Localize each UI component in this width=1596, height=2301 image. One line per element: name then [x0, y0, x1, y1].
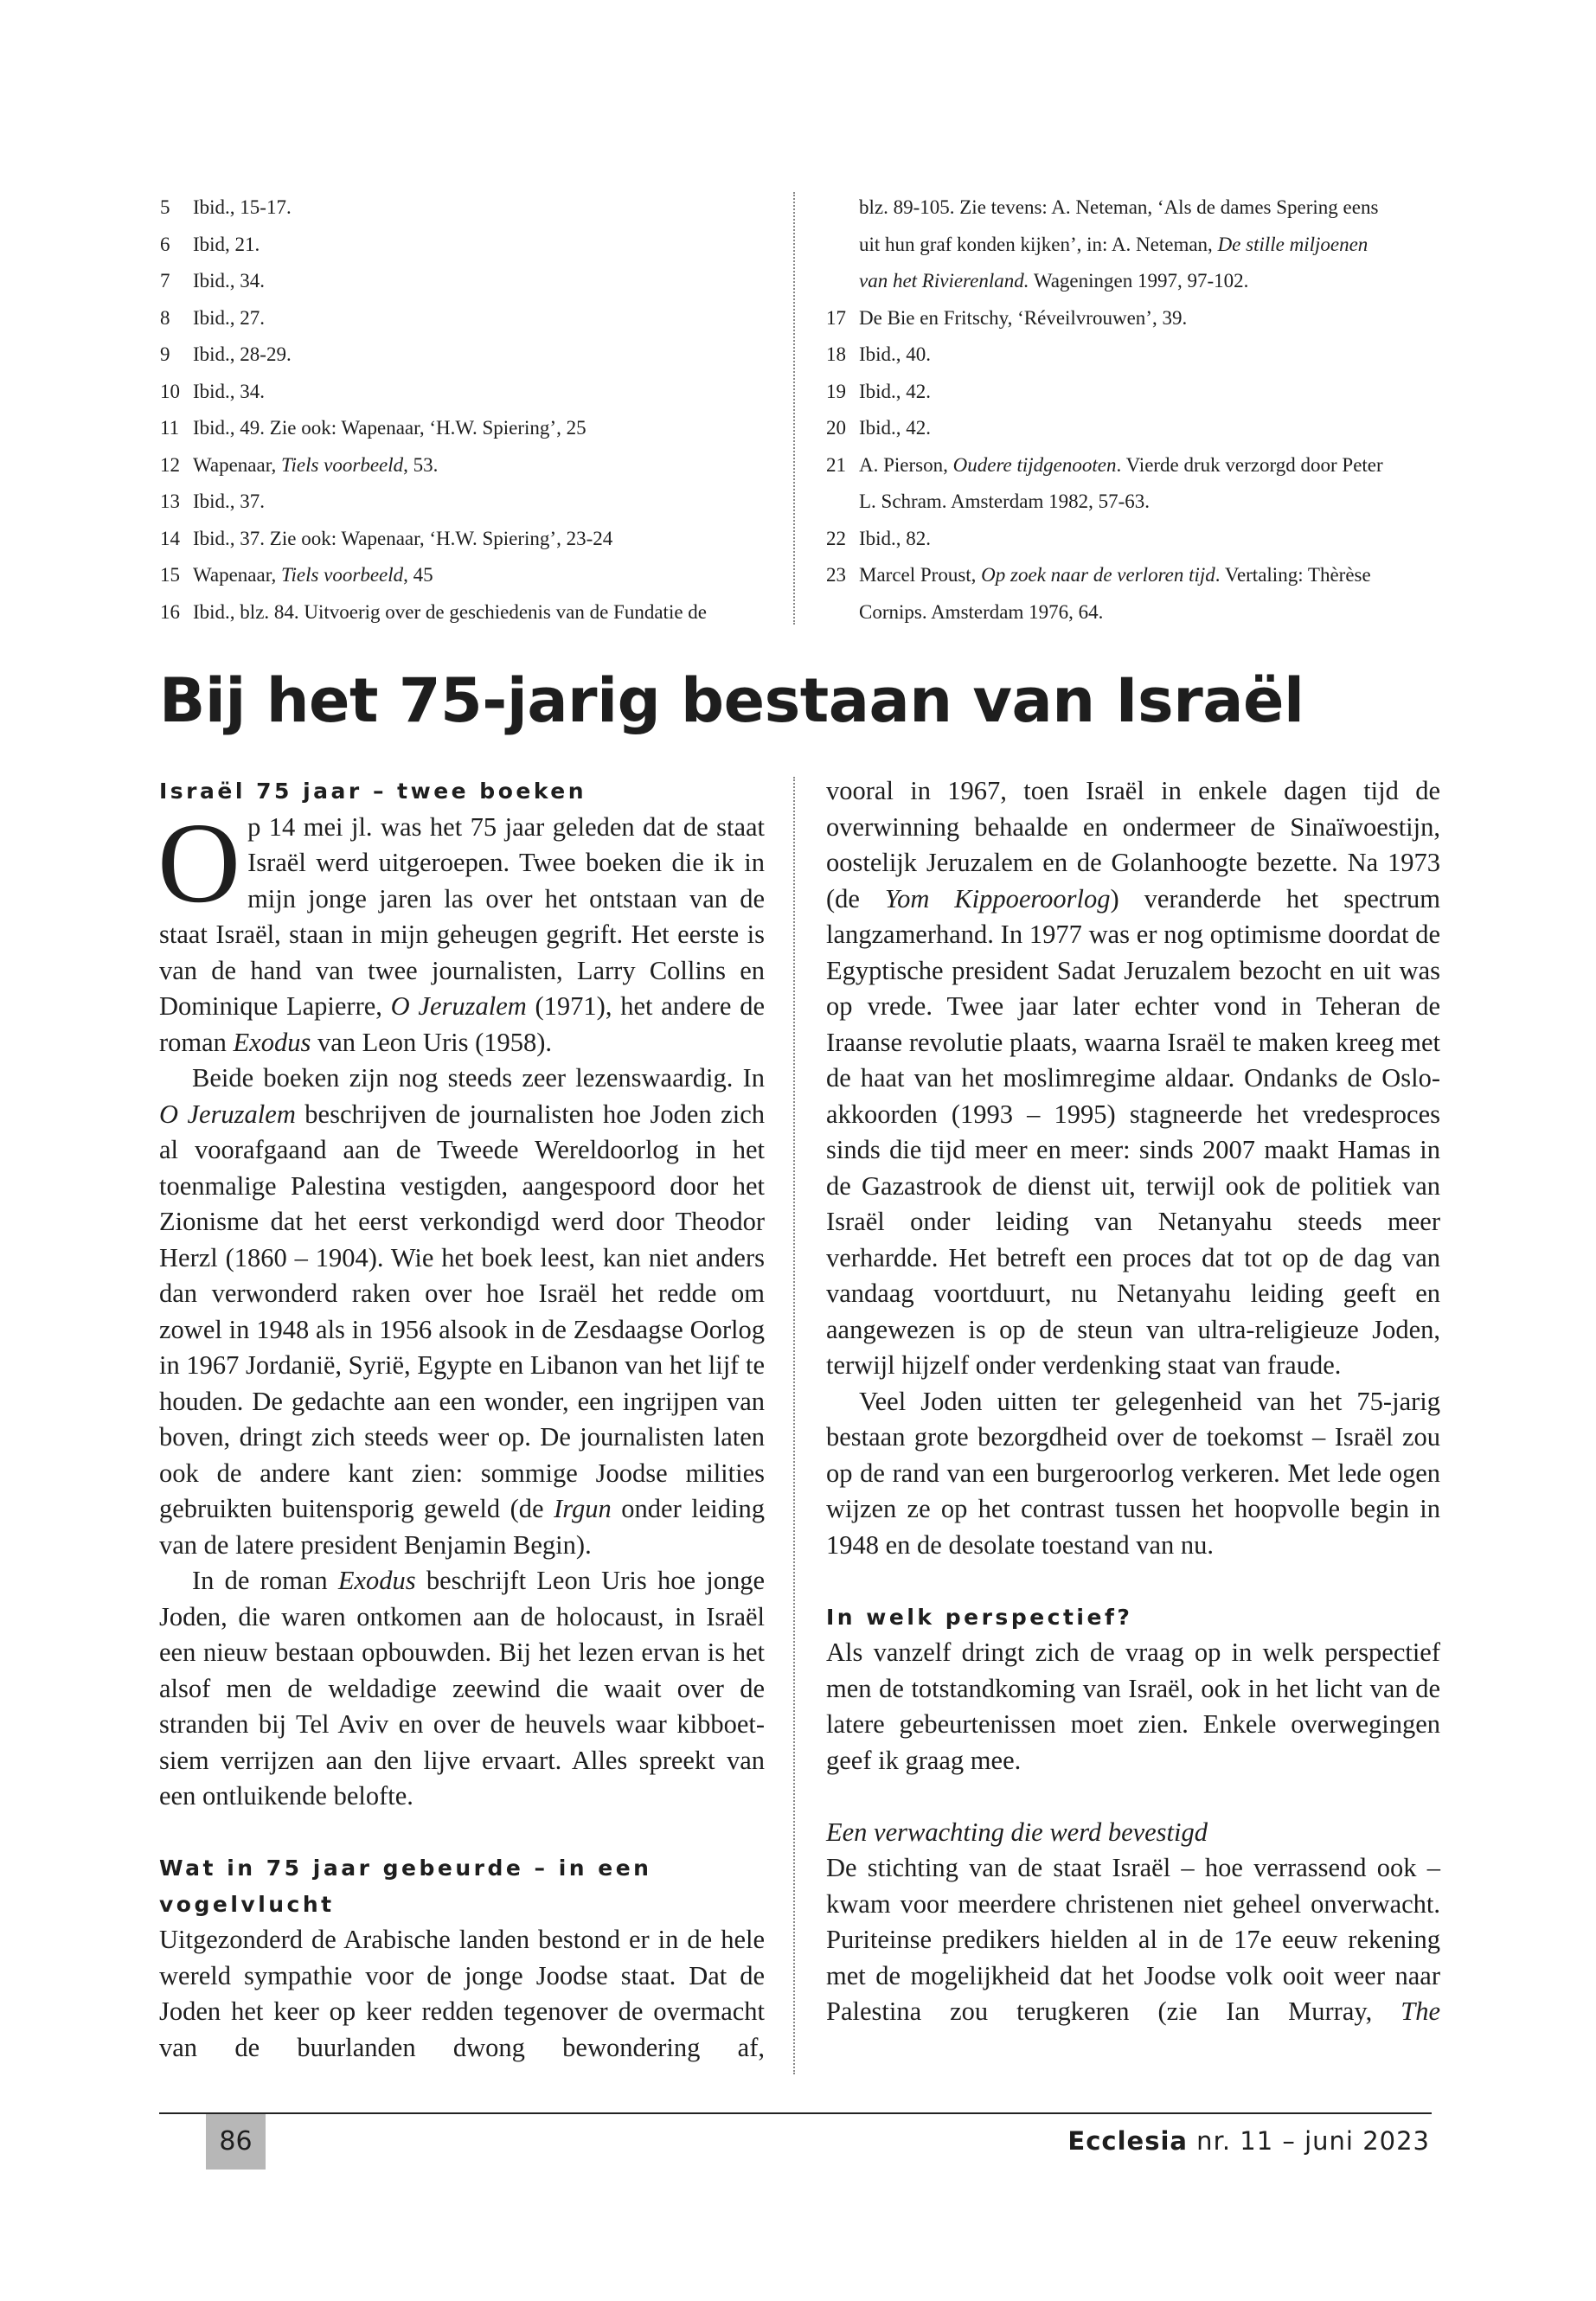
paragraph: Veel Joden uitten ter gelegenheid van het 75-jarig bestaan grote bezorgdheid over de toekomst – Israël zou op de rand van een burgeroorlog verkeren. Met lede ogen wijzen ze op het contrast tussen het hoopvolle begin in 1948 en de desolate toestand van nu.: [826, 1386, 1440, 1560]
footnote: 10 Ibid., 34.: [160, 380, 266, 402]
section-heading: Israël 75 jaar – twee boeken: [159, 779, 587, 804]
footnote: 16 Ibid., blz. 84. Uitvoerig over de geschiedenis van de Fundatie de: [160, 600, 708, 623]
drop-cap: O: [157, 798, 241, 926]
page-number: 86: [206, 2114, 266, 2170]
paragraph: Als vanzelf dringt zich de vraag op in welk perspectief men de totstandkoming van Israël, ook in het licht van de latere gebeurtenissen moet zien. Enkele overwegingen geef ik graag mee.: [826, 1638, 1440, 1775]
footnote: 13 Ibid., 37.: [160, 490, 266, 512]
subheading: Een verwachting die werd bevestigd: [826, 1817, 1208, 1847]
article-column-right: [826, 773, 1440, 2030]
footnote: 14 Ibid., 37. Zie ook: Wapenaar, ‘H.W. Spiering’, 23-24: [160, 527, 613, 549]
footnote-continuation: van het Rivierenland. Wageningen 1997, 97-102.: [859, 270, 1249, 292]
article-column-left: [159, 773, 765, 2066]
footnote: 21 A. Pierson, Oudere tijdgenooten. Vierde druk verzorgd door Peter: [826, 453, 1383, 476]
footnote: 6 Ibid, 21.: [160, 233, 260, 255]
paragraph: Uitgezonderd de Arabische landen bestond er in de hele wereld sympathie voor de jonge Joodse staat. Dat de Joden het keer op keer redden tegenover de overmacht van de buurlanden dwong bewondering af,: [159, 1925, 765, 2062]
section-heading: Wat in 75 jaar gebeurde – in een vogelvlucht: [159, 1856, 652, 1917]
footnote: 11 Ibid., 49. Zie ook: Wapenaar, ‘H.W. Spiering’, 25: [160, 417, 586, 439]
footnote: 15 Wapenaar, Tiels voorbeeld, 45: [160, 564, 433, 586]
footnote: 12 Wapenaar, Tiels voorbeeld, 53.: [160, 453, 439, 476]
paragraph: In de roman Exodus beschrijft Leon Uris hoe jonge Joden, die waren ontkomen aan de holocaust, in Israël een nieuw bestaan opbouwden. Bij het lezen ervan is het alsof men de weldadige zeewind die waait over de stranden bij Tel Aviv en over de heuvels waar kibboetsiem verrijzen aan den lijve ervaart. Alles spreekt van een ontluikende belofte.: [159, 1566, 765, 1811]
paragraph: De stichting van de staat Israël – hoe verrassend ook – kwam voor meerdere christenen niet geheel onverwacht. Puriteinse predikers hielden al in de 17e eeuw rekening met de mogelijkheid dat het Joodse volk ooit weer naar Palestina zou terugkeren (zie Ian Murray, The: [826, 1853, 1440, 2026]
article-title: Bij het 75-jarig bestaan van Israël: [159, 665, 1304, 736]
footnote: 22 Ibid., 82.: [826, 527, 932, 549]
footnote: 20 Ibid., 42.: [826, 417, 932, 439]
footnote: 9 Ibid., 28-29.: [160, 343, 292, 365]
paragraph: Op 14 mei jl. was het 75 jaar geleden dat de staat Israël werd uitgeroepen. Twee boeken die ik in mijn jonge jaren las over het ontstaan van de staat Israël, staan in mijn geheugen gegrift. Het eerste is van de hand van twee journalisten, Larry Collins en Dominique Lapierre, O Jeruzalem (1971), het andere de roman Exodus van Leon Uris (1958).: [157, 798, 765, 1057]
footnote: 18 Ibid., 40.: [826, 343, 932, 365]
footnotes-right: [826, 189, 1449, 631]
footnote: 5 Ibid., 15-17.: [160, 196, 292, 218]
journal-info: Ecclesia nr. 11 – juni 2023: [1067, 2126, 1430, 2156]
footer-rule: [159, 2112, 1432, 2114]
footnote-continuation: L. Schram. Amsterdam 1982, 57-63.: [859, 490, 1151, 512]
footnote: 8 Ibid., 27.: [160, 306, 266, 329]
footnote: 19 Ibid., 42.: [826, 380, 932, 402]
footnote-continuation: blz. 89-105. Zie tevens: A. Neteman, ‘Als de dames Spering eens: [859, 196, 1379, 218]
footnote: 23 Marcel Proust, Op zoek naar de verloren tijd. Vertaling: Thèrèse: [826, 564, 1371, 586]
footnote: 7 Ibid., 34.: [160, 270, 266, 292]
paragraph: vooral in 1967, toen Israël in enkele dagen tijd de overwinning behaalde en ondermeer de Sinaïwoestijn, oostelijk Jeruzalem en de Golanhoogte bezette. Na 1973 (de Yom Kippoeroorlog) veranderde het spectrum langzamerhand. In 1977 was er nog optimisme doordat de Egyptische president Sadat Jeruzalem bezocht en uit was op vrede. Twee jaar later echter vond in Teheran de Iraanse revolutie plaats, waarna Israël te maken kreeg met de haat van het moslimregime aldaar. Ondanks de Oslo-akkoorden (1993 – 1995) stagneerde het vredesproces sinds die tijd meer en meer: sinds 2007 maakt Hamas in de Gazastrook de dienst uit, terwijl ook de politiek van Israël onder leiding van Netanyahu steeds meer verhardde. Het betreft een proces dat tot op de dag van vandaag voortduurt, nu Netanyahu leiding geeft en aangewezen is op de steun van ultra-religieuze Joden, terwijl hijzelf onder verdenking staat van fraude.: [826, 776, 1441, 1380]
footnote-continuation: Cornips. Amsterdam 1976, 64.: [859, 600, 1104, 623]
footnotes-left: [160, 189, 766, 631]
footnote-continuation: uit hun graf konden kijken’, in: A. Neteman, De stille miljoenen: [859, 233, 1368, 255]
section-heading: In welk perspectief?: [826, 1604, 1133, 1630]
footnote: 17 De Bie en Fritschy, ‘Réveilvrouwen’, 39.: [826, 306, 1188, 329]
paragraph: Beide boeken zijn nog steeds zeer lezenswaardig. In O Jeruzalem beschrijven de journalisten hoe Joden zich al voorafgaand aan de Tweede Wereldoorlog in het toenmalige Palestina vestigden, aangespoord door het Zionisme dat het eerst verkondigd werd door Theodor Herzl (1860 – 1904). Wie het boek leest, kan niet anders dan verwonderd raken over hoe Israël het redde om zowel in 1948 als in 1956 alsook in de Zesdaagse Oorlog in 1967 Jordanië, Syrië, Egypte en Libanon van het lijf te houden. De gedachte aan een wonder, een ingrijpen van boven, dringt zich steeds weer op. De journalisten laten ook de andere kant zien: sommige Joodse milities gebruikten buitensporig geweld (de Irgun onder leiding van de latere president Benjamin Begin).: [159, 1063, 766, 1560]
column-separator: [793, 777, 795, 2074]
footnote-column-separator: [793, 192, 795, 625]
